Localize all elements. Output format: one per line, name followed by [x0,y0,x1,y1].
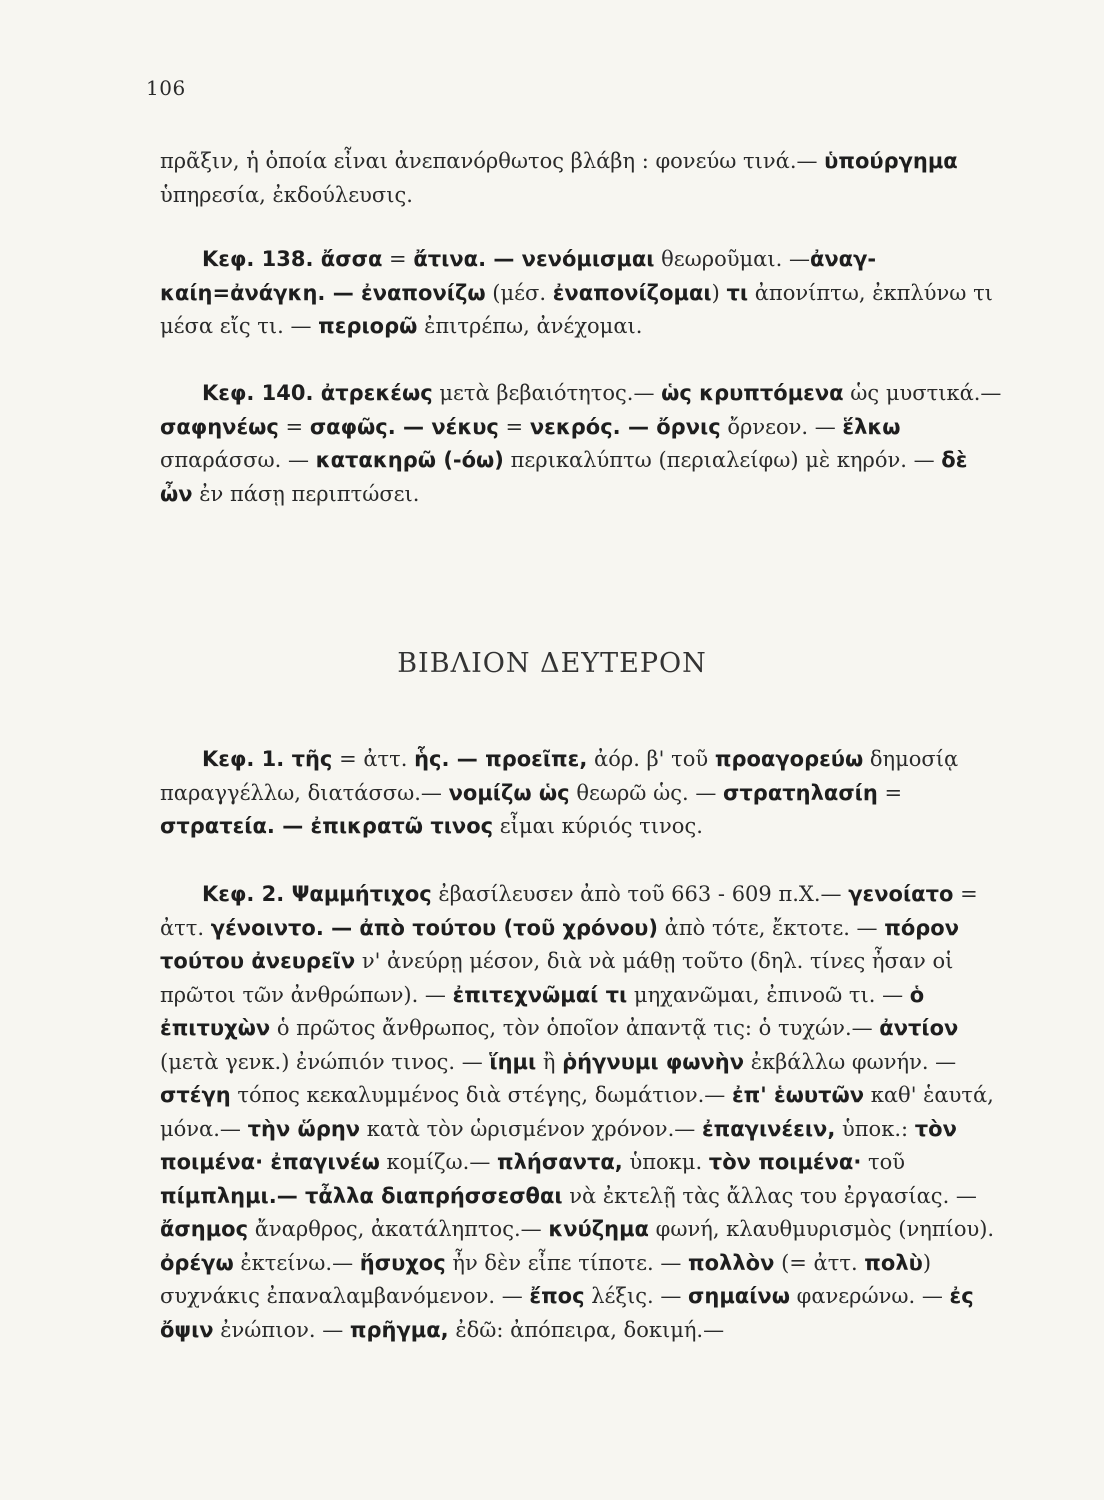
gloss-text: κομίζω.— [379,1150,498,1174]
gloss-text: ) συχνάκις ἐπαναλαμβανόμενον. — [160,1250,932,1308]
gloss-text: ἐκβάλλω φωνήν. — [744,1049,957,1074]
paragraph-kef-138 [160,243,1002,344]
gloss-text: ὑποκμ. [622,1150,709,1174]
gloss-text: = ἀττ. [160,882,978,940]
lemma: κατακηρῶ (-όω) [315,448,504,472]
gloss-text: εἶμαι κύριός τινος. [493,814,703,838]
lemma: ἄσημος [160,1217,249,1241]
gloss-text: δημοσίᾳ παραγγέλλω, διατάσσω.— [160,747,959,805]
lemma: ἔπος [529,1284,585,1308]
lemma: ὀρέγω [160,1250,234,1275]
lemma: τὸν ποιμένα· ἐπαγινέω [160,1116,957,1174]
lemma: γενοίατο [848,882,954,906]
gloss-text: = [877,780,903,805]
gloss-text: ἐπιτρέπω, ἀνέχομαι. [417,314,643,338]
gloss-text: ὡς μυστικά.— [843,381,1002,405]
gloss-text: καθ' ἑαυτά, μόνα.— [160,1083,994,1141]
gloss-text: = [382,247,414,271]
gloss-text: φωνή, κλαυθμυρισμὸς (νηπίου). [648,1217,995,1241]
gloss-text: ἄναρθρος, ἀκατάληπτος.— [248,1217,549,1241]
lemma: ἐπαγινέειν, [701,1116,836,1141]
lemma: πόρον τούτου ἀνευρεῖν [160,915,960,973]
gloss-text: μετὰ βεβαιότητος.— [432,381,662,405]
gloss-text: ἀπὸ τότε, ἔκτοτε. — [657,915,885,940]
lemma: στρατηλασίη [723,780,878,805]
lemma: τι [726,280,749,305]
gloss-text: ὑπηρεσία, ἐκδούλευσις. [160,182,413,207]
gloss-text: νὰ ἐκτελῇ τὰς ἄλλας του ἐργασίας. — [562,1183,977,1208]
lemma: δὲ ὦν [160,448,968,506]
lemma: πολὺ [864,1250,923,1275]
lemma: ἵημι [489,1049,537,1074]
paragraph-kef-2 [160,878,1002,1347]
gloss-text: μηχανῶμαι, ἐπινοῶ τι. — [627,982,910,1007]
lemma: ἐναπονίζομαι [552,280,712,305]
lemma: περιορῶ [318,314,418,338]
lemma: ὁ ἐπιτυχὼν [160,982,925,1040]
lemma: πίμπλημι.— τἆλλα διαπρήσσεσθαι [160,1183,563,1208]
paragraph-kef-140 [160,377,1002,511]
lemma: ὑπούργημα [824,149,958,173]
lemma: πλήσαντα, [497,1150,623,1174]
gloss-text: θεωροῦμαι. — [654,247,810,271]
paragraph-text [160,743,1002,844]
lemma: ἥσυχος [359,1250,446,1275]
gloss-text: (μετὰ γενκ.) ἐνώπιόν τινος. — [160,1049,490,1074]
lemma: στρατεία. — ἐπικρατῶ τινος [160,814,494,838]
lemma: πρῆγμα, [349,1317,449,1342]
lemma: ἀντίον [879,1016,959,1040]
gloss-text: ἢ [536,1049,563,1074]
lemma: νομίζω ὡς [448,780,570,805]
gloss-text: τόπος κεκαλυμμένος διὰ στέγης, δωμάτιον.— [230,1083,732,1107]
lemma: κνύζημα [548,1217,649,1241]
lemma: Κεφ. 1. τῆς [202,747,333,771]
gloss-text: = [498,414,530,439]
paragraph-text [160,145,1002,212]
paragraph-text [160,243,1002,344]
gloss-text: ἐνώπιον. — [213,1317,350,1342]
paragraph-intro [160,145,1002,212]
book-heading: ΒΙΒΛΙΟΝ ΔΕΥΤΕΡΟΝ [397,648,707,679]
gloss-text: λέξις. — [584,1284,689,1308]
gloss-text: σπαράσσω. — [160,448,316,472]
lemma: ῥήγνυμι φωνὴν [562,1049,745,1074]
gloss-text: = [278,414,310,439]
lemma: Κεφ. 140. ἀτρεκέως [202,381,433,405]
gloss-text: (μέσ. [485,280,553,305]
paragraph-kef-1 [160,743,1002,844]
lemma: Κεφ. 2. Ψαμμήτιχος [202,882,432,906]
page-number: 106 [146,76,186,100]
lemma: ὡς κρυπτόμενα [661,381,844,405]
gloss-text: κατὰ τὸν ὡρισμένον χρόνον.— [360,1116,702,1141]
paragraph-text [160,878,1002,1347]
lemma: νεκρός. — ὄρνις [529,414,721,439]
gloss-text: ἐν πάσῃ περιπτώσει. [192,481,420,506]
gloss-text: πρᾶξιν, ἡ ὁποία εἶναι ἀνεπανόρθωτος βλάβη : φονεύω τινά.— [160,149,825,173]
lemma: προαγορεύω [714,747,864,771]
lemma: ἄτινα. — νενόμισμαι [413,247,655,271]
gloss-text: ἐκτείνω.— [233,1250,360,1275]
gloss-text: περικαλύπτω (περιαλείφω) μὲ κηρόν. — [503,448,942,472]
lemma: ἐς ὄψιν [160,1284,974,1342]
lemma: στέγη [160,1083,231,1107]
gloss-text: = ἀττ. [332,747,415,771]
gloss-text: ἦν δὲν εἶπε τίποτε. — [445,1250,689,1275]
lemma: τὴν ὥρην [247,1116,361,1141]
gloss-text: ἀόρ. β' τοῦ [587,747,715,771]
gloss-text: ) [711,280,727,305]
lemma: ἕλκω [842,414,901,439]
lemma: σαφηνέως [160,414,279,439]
lemma: ἧς. — προεῖπε, [414,747,588,771]
lemma: γένοιντο. — ἀπὸ τούτου (τοῦ χρόνου) [210,915,658,940]
lemma: Κεφ. 138. ἄσσα [202,247,383,271]
gloss-text: ἐβασίλευσεν ἀπὸ τοῦ 663 - 609 π.Χ.— [431,882,849,906]
gloss-text: ὑποκ.: [835,1116,915,1141]
paragraph-text [160,377,1002,511]
gloss-text: (= ἀττ. [774,1250,865,1275]
lemma: τὸν ποιμένα· [708,1150,862,1174]
lemma: σημαίνω [688,1284,790,1308]
lemma: σαφῶς. — νέκυς [309,414,499,439]
gloss-text: θεωρῶ ὡς. — [569,780,724,805]
gloss-text: ἀπονίπτω, ἐκπλύνω τι μέσα εἴς τι. — [160,280,993,338]
gloss-text: ἐδῶ: ἀπόπειρα, δοκιμή.— [448,1317,725,1342]
gloss-text: ὄρνεον. — [720,414,843,439]
gloss-text: τοῦ [861,1150,906,1174]
gloss-text: φανερώνω. — [789,1284,950,1308]
gloss-text: ὁ πρῶτος ἄνθρωπος, τὸν ὁποῖον ἀπαντᾷ τις: ὁ τυχών.— [270,1016,880,1040]
lemma: ἀναγκαίη=ἀνάγκη. — ἐναπονίζω [160,247,877,305]
lemma: πολλὸν [688,1250,775,1275]
lemma: ἐπιτεχνῶμαί τι [452,982,628,1007]
gloss-text: ν' ἀνεύρῃ μέσον, διὰ νὰ μάθῃ τοῦτο (δηλ. τίνες ἦσαν οἱ πρῶτοι τῶν ἀνθρώπων). — [160,949,954,1007]
lemma: ἐπ' ἑωυτῶν [731,1083,865,1107]
